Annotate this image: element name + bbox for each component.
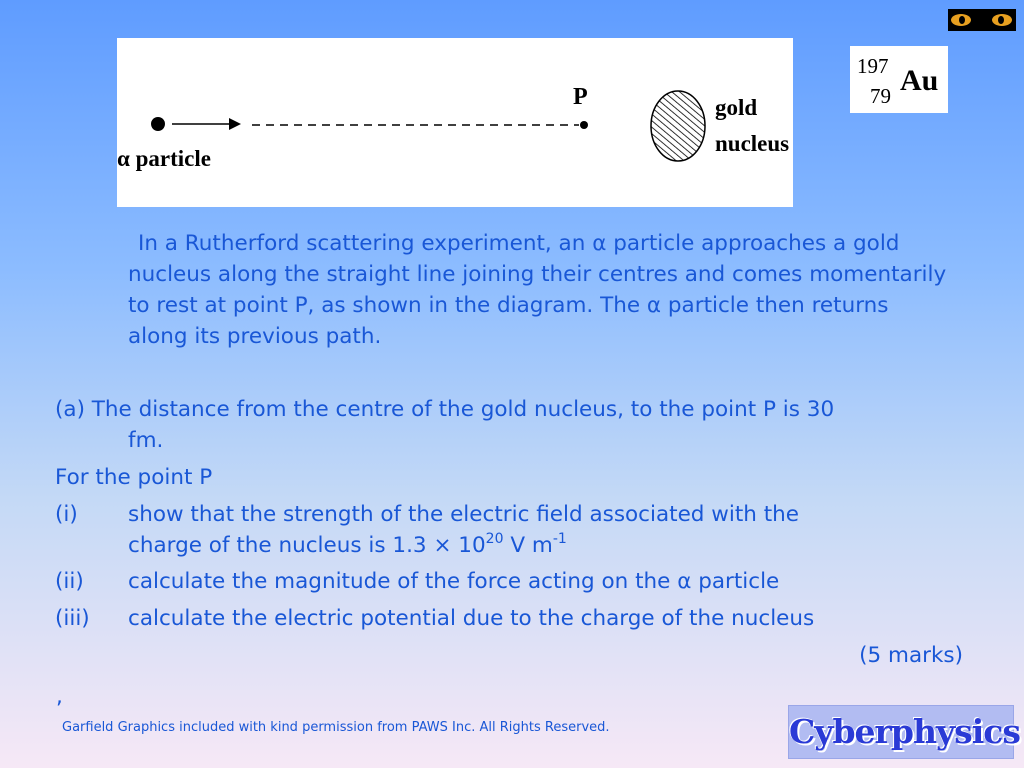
item-iii-label: (iii) <box>55 606 90 631</box>
stray-comma: , <box>56 684 63 709</box>
element-symbol: Au <box>900 64 939 97</box>
marks-label: (5 marks) <box>859 643 963 668</box>
intro-paragraph <box>128 228 948 352</box>
arrow-head <box>229 118 241 130</box>
credit-footer: Garfield Graphics included with kind permission from PAWS Inc. All Rights Reserved. <box>62 720 610 735</box>
alpha-particle-dot <box>151 117 165 131</box>
item-iii-text: calculate the electric potential due to the charge of the nucleus <box>128 606 815 631</box>
item-ii-text: calculate the magnitude of the force acting on the α particle <box>128 569 780 594</box>
item-ii-label: (ii) <box>55 569 84 594</box>
logo-text: Cyberphysics <box>789 712 1020 751</box>
item-i-line2-text: charge of the nucleus is 1.3 × 10 <box>128 533 486 558</box>
part-a-text: The distance from the centre of the gold nucleus, to the point P is 30 <box>91 397 835 422</box>
point-p-label: P <box>573 84 588 110</box>
part-a-label: (a) <box>55 397 85 422</box>
gold-isotope-notation <box>850 46 948 113</box>
part-a-line2: fm. <box>128 428 164 453</box>
nucleus-label-nucleus: nucleus <box>715 131 790 156</box>
intro-text: In a Rutherford scattering experiment, an α particle approaches a gold nucleus along the straight line joining their centres and comes momentarily to rest at point P, as shown in the diagram. The α particle then returns along its previous path. <box>128 231 947 349</box>
for-point-p: For the point P <box>55 465 213 490</box>
item-i-unit: V m <box>503 533 553 558</box>
point-p-dot <box>580 121 588 129</box>
atomic-number: 79 <box>870 84 891 108</box>
item-i-unit-exponent: -1 <box>552 531 567 547</box>
item-i-line1: show that the strength of the electric field associated with the <box>128 502 800 527</box>
item-i-line2 <box>128 530 567 561</box>
gold-nucleus <box>651 91 705 161</box>
rutherford-diagram <box>117 38 793 207</box>
diagram-svg <box>117 38 793 207</box>
mass-number: 197 <box>857 54 889 78</box>
nucleus-label-gold: gold <box>715 95 758 120</box>
part-a-line1 <box>55 394 834 425</box>
alpha-particle-label: α particle <box>117 146 211 171</box>
garfield-eyes-icon <box>948 9 1016 31</box>
item-i-label: (i) <box>55 502 78 527</box>
item-i-exponent: 20 <box>485 531 504 547</box>
cyberphysics-logo[interactable] <box>788 705 1020 759</box>
